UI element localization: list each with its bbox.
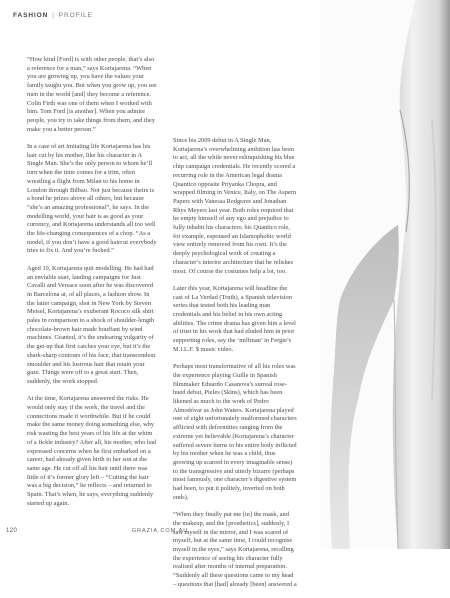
paragraph: At the time, Kortajarena answered the risks. He would only stay if the work, the travel and the connections made it worthwhile. But if he could make the same money doing something else, why risk wasting the best years of his life at the whim of a fickle industry? After all, his mother, who had expressed concerns when he first embarked on a career, had already given birth to her son at the same age. He cut off all his hair until there was little of it’s former glory left – “Cutting the hair was a big decision,” he reflects – and returned to Spain. That’s when, he says, everything suddenly started up again. (27, 395, 157, 507)
paragraph: “When they finally put me [in] the mask, and the makeup, and the [prosthetics], suddenly, I saw myself in the mirror, and I was scared of myself, but at the same time, I could recognise myself in the eyes,” says Kortajarena, recalling the experience of seeing his character fully realised after months of internal preparation. “Suddenly all these questions came to my head – questions that [had] already [been] answered a (173, 511, 297, 588)
subsection-name: PROFILE (58, 12, 93, 19)
paragraph: Later this year, Kortajarena will headline the cast of La Verdad (Truth), a Spanish television series that tested both his leading man credentials and his belief in his own acting abilities. The crime drama has given him a level of trust in his work that had eluded him in prior supporting roles, say the ‘milfman’ in Fergie’s M.I.L.F. $ music video. (173, 284, 296, 353)
paragraph: Perhaps most transformative of all his roles was the experience playing Guille in Spanish filmmaker Eduardo Casanova’s surreal rose-hued debut, Pieles (Skins), which has been likened as much to the work of Pedro Almodóvar as John Waters. Kortajarena played one of eight unfortunately malformed characters afflicted with deformities ranging from the extreme yet believable (Kortajarena’s character suffered severe burns to his entire body inflicted by his mother when he was a child, thus growing up scarred in every imaginable sense) to the transgressive and utterly bizarre (perhaps most famously, one character’s digestive system had been, to put it politely, inverted on both ends). (173, 363, 297, 501)
page-number: 120 (6, 528, 18, 534)
header-separator: | (52, 12, 55, 19)
portrait-photo (320, 0, 450, 549)
paragraph: Since his 2009 debut in A Single Man, Kortajarena’s overwhelming ambition has been to act, all the while never relinquishing his blue chip campaign credentials. He recently scored a recurring role in the American legal drama Quantico opposite Priyanka Chopra, and wrapped filming in Venice, Italy, on The Aspern Papers with Vanessa Redgrave and Jonathan Rhys Meyers last year. Both roles required that he empty himself of any ego and prejudice to fully inhabit his characters; his Quantico role, for example, espoused an Islamophobic world view entirely removed from his own. It’s the deeply psychological work of creating a character’s interior architecture that he relishes most. Of course the costumes help a lot, too. (173, 137, 297, 275)
website-url: GRAZIA.COM.AU (131, 528, 189, 534)
paragraph: In a case of art imitating life Kortajarena has his hair cut by his mother, like his character in A Single Man. She’s the only person to whom he’ll turn when the time comes for a trim, often wrestling a flight from Milan to his home in London through Bilbao. Not just because theirs is a bond he prizes above all others, but because “she’s an amazing professional”, he says. In the modelling world, your hair is as good as your currency, and Kortajarena understands all too well the life-changing consequences of a chop. “As a model, if you don’t have a good haircut everybody tries to fix it. And you’re fucked.” (27, 143, 157, 255)
photo-icon (320, 0, 450, 549)
paragraph: “How kind [Ford] is with other people, that’s also a reference for a man,” says Kortajarena. “When you are growing up, you have the values your family taught you. But when you grow up, you see men in the world [and] they become a reference. Colin Firth was one of them when I worked with him. Tom Ford [is another]. When you admire people, you try to take things from them, and they make you a better person.” (27, 56, 157, 133)
left-column (27, 56, 158, 517)
section-name: FASHION (13, 12, 49, 19)
section-header (13, 12, 93, 19)
paragraph: Aged 19, Kortajarena quit modelling. He had had an enviable start, landing campaigns for Just Cavalli and Versace soon after he was discovered in Barcelona at, of all places, a fashion show. In the latter campaign, shot in New York by Steven Meisel, Kortajarena’s exuberant Rococo silk shirt pales in comparison to a shock of shoulder-length chocolate-brown hair made bouffant by wind machines. Granted, it’s the endearing vulgarity of the get-up that first catches your eye, but it’s the shark-sharp contours of his face, that transcendent smoulder and his lustrous hair that retain your gaze. Things were off to a great start. Then, suddenly, the work stopped. (27, 264, 156, 385)
